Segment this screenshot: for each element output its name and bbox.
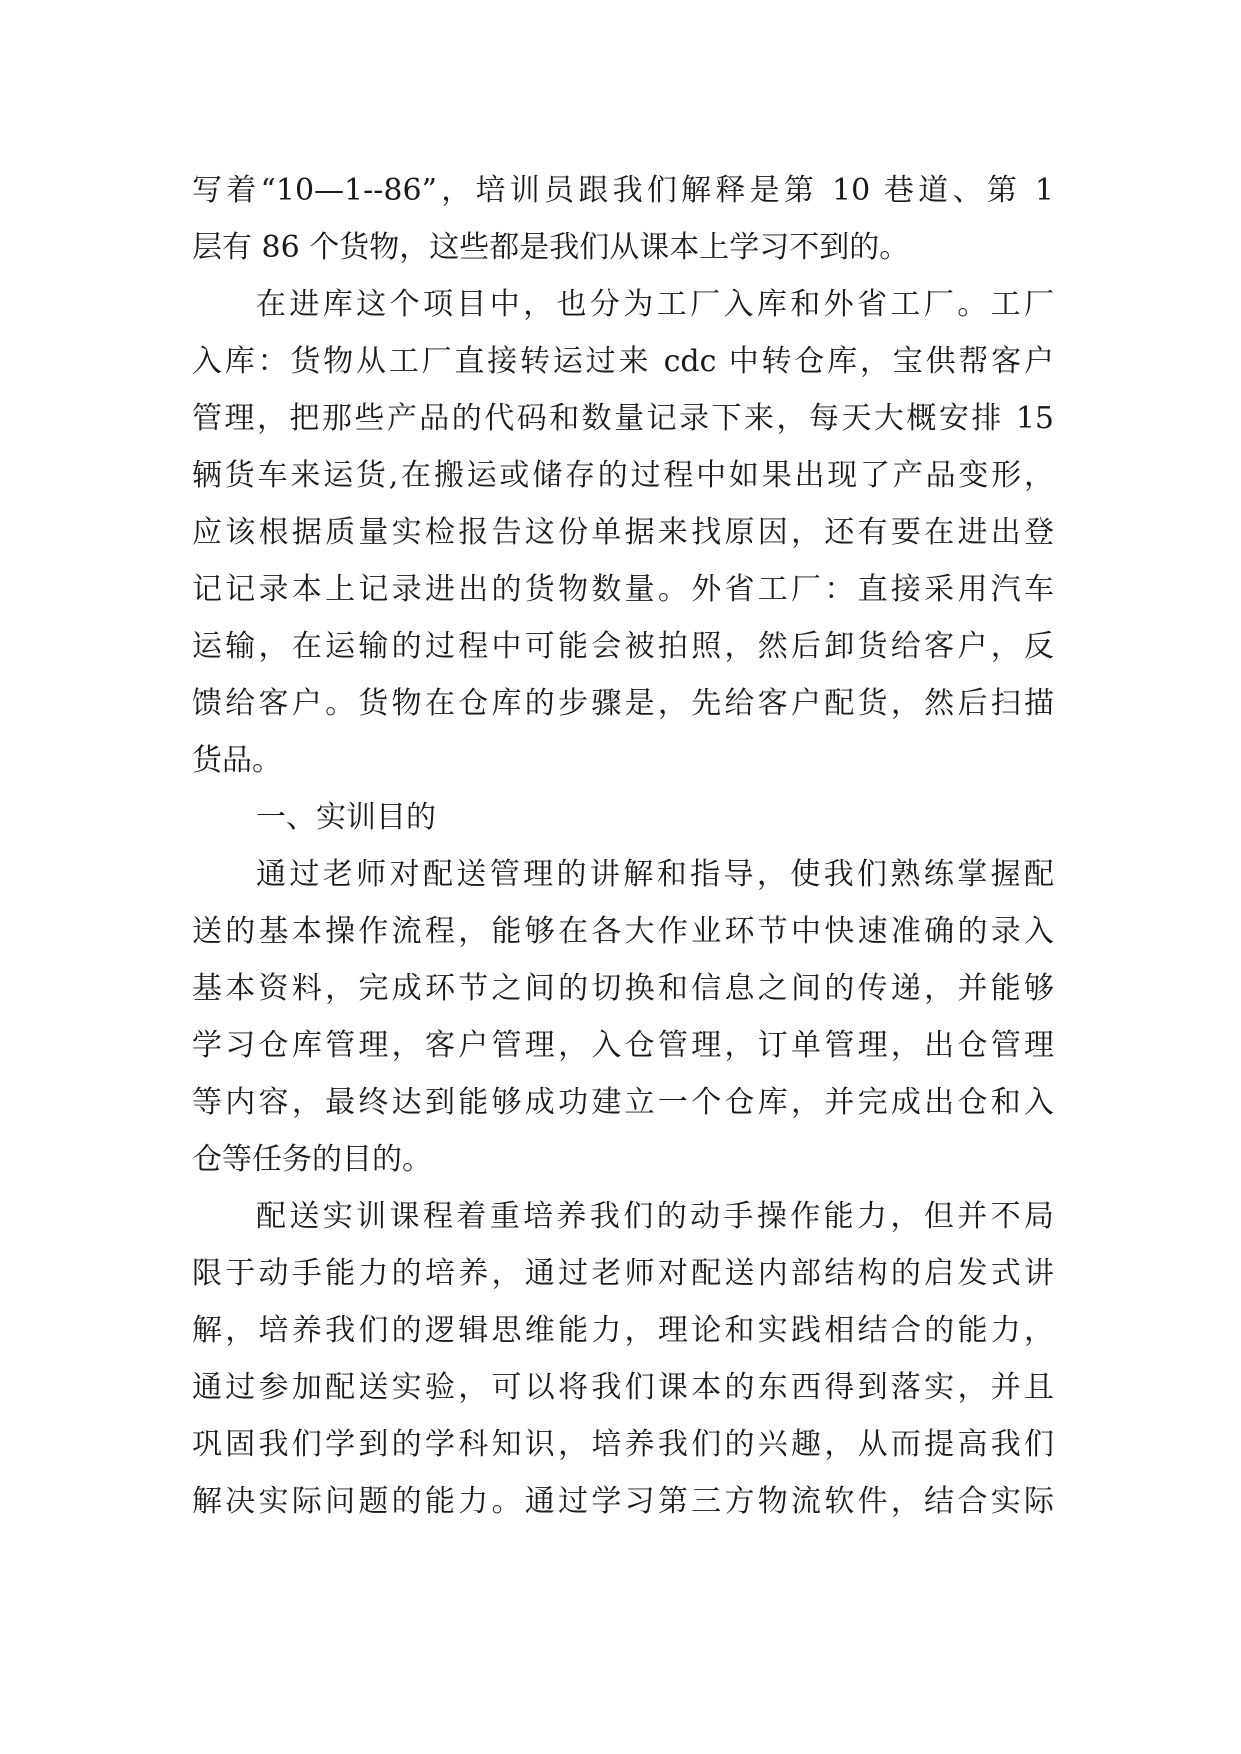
paragraph-line: 配送实训课程着重培养我们的动手操作能力，但并不局 bbox=[256, 1199, 1054, 1234]
paragraph-line: 送的基本操作流程，能够在各大作业环节中快速准确的录入 bbox=[192, 914, 1054, 949]
paragraph-line: 通过老师对配送管理的讲解和指导，使我们熟练掌握配 bbox=[256, 857, 1054, 892]
paragraph-line: 馈给客户。货物在仓库的步骤是，先给客户配货，然后扫描 bbox=[192, 686, 1054, 721]
paragraph-line: 管理，把那些产品的代码和数量记录下来，每天大概安排 15 bbox=[192, 401, 1054, 436]
paragraph-line: 辆货车来运货,在搬运或储存的过程中如果出现了产品变形， bbox=[192, 458, 1054, 493]
paragraph-line: 写着“10—1--86”，培训员跟我们解释是第 10 巷道、第 1 bbox=[192, 173, 1054, 208]
paragraph-line: 等内容，最终达到能够成功建立一个仓库，并完成出仓和入 bbox=[192, 1085, 1054, 1120]
paragraph-line: 学习仓库管理，客户管理，入仓管理，订单管理，出仓管理 bbox=[192, 1028, 1054, 1063]
paragraph-line: 仓等任务的目的。 bbox=[192, 1142, 432, 1177]
paragraph-line: 在进库这个项目中，也分为工厂入库和外省工厂。工厂 bbox=[256, 287, 1054, 322]
paragraph-line: 限于动手能力的培养，通过老师对配送内部结构的启发式讲 bbox=[192, 1256, 1054, 1291]
document-body bbox=[192, 162, 1054, 1530]
paragraph-line: 货品。 bbox=[192, 743, 282, 778]
paragraph-line: 记记录本上记录进出的货物数量。外省工厂：直接采用汽车 bbox=[192, 572, 1054, 607]
paragraph-line: 解，培养我们的逻辑思维能力，理论和实践相结合的能力， bbox=[192, 1313, 1054, 1348]
paragraph-line: 巩固我们学到的学科知识，培养我们的兴趣，从而提高我们 bbox=[192, 1427, 1054, 1462]
paragraph-line: 通过参加配送实验，可以将我们课本的东西得到落实，并且 bbox=[192, 1370, 1054, 1405]
paragraph-line: 应该根据质量实检报告这份单据来找原因，还有要在进出登 bbox=[192, 515, 1054, 550]
paragraph-line: 解决实际问题的能力。通过学习第三方物流软件，结合实际 bbox=[192, 1484, 1054, 1519]
paragraph-line: 基本资料，完成环节之间的切换和信息之间的传递，并能够 bbox=[192, 971, 1054, 1006]
paragraph-line: 入库：货物从工厂直接转运过来 cdc 中转仓库，宝供帮客户 bbox=[192, 344, 1054, 379]
section-heading: 一、实训目的 bbox=[256, 800, 436, 835]
paragraph-line: 运输，在运输的过程中可能会被拍照，然后卸货给客户，反 bbox=[192, 629, 1054, 664]
paragraph-line: 层有 86 个货物，这些都是我们从课本上学习不到的。 bbox=[192, 230, 910, 265]
